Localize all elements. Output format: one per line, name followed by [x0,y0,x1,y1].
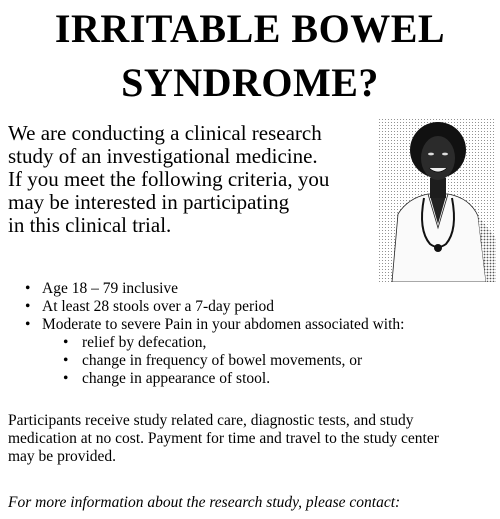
sub-item-relief: • relief by defecation, [60,334,422,352]
intro-paragraph [8,122,378,237]
intro-line: We are conducting a clinical research [8,121,322,145]
headline-line-2: SYNDROME? [121,60,379,105]
criteria-item-stools: • At least 28 stools over a 7-day period [22,298,404,316]
criteria-item-pain-text: Moderate to severe Pain in your abdomen associated with: [42,316,405,333]
contact-line: For more information about the research study, please contact: [8,494,401,511]
criteria-item-age: • Age 18 – 79 inclusive [22,280,404,298]
intro-line: study of an investigational medicine. [8,144,318,168]
participants-line: may be provided. [8,448,117,465]
criteria-item-pain [22,316,404,388]
sub-item-frequency: • change in frequency of bowel movements, or [60,352,422,370]
sub-item-appearance: • change in appearance of stool. [60,370,422,388]
intro-line: may be interested in participating [8,190,290,214]
intro-line: If you meet the following criteria, you [8,167,330,191]
participants-paragraph [8,412,496,466]
headline-line-1: IRRITABLE BOWEL [54,6,446,51]
pain-sub-list [60,334,422,388]
doctor-photo [378,118,496,282]
participants-line: Participants receive study related care, diagnostic tests, and study [8,412,414,429]
participants-line: medication at no cost. Payment for time and travel to the study center [8,430,439,447]
intro-line: in this clinical trial. [8,213,172,237]
criteria-list [22,280,404,388]
